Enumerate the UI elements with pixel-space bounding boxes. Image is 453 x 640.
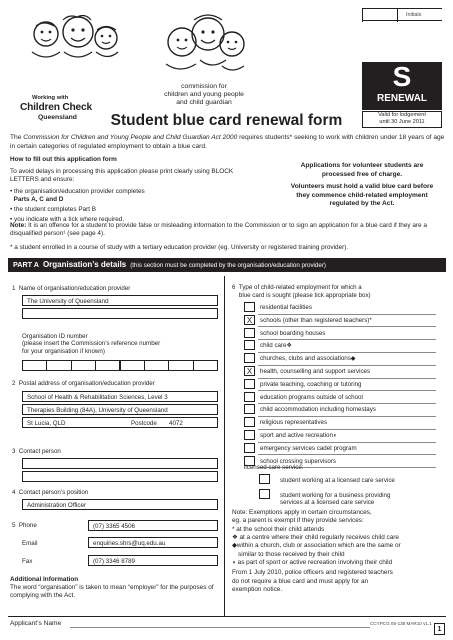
exempt-fn-3b: similar to those received by their child (238, 550, 345, 558)
part-a-label: PART A (13, 260, 39, 269)
q6-option-checkbox[interactable] (244, 417, 255, 427)
q6-option-checkbox[interactable] (244, 430, 255, 440)
q6-option-checkbox[interactable]: X (244, 366, 255, 376)
org-id-label: Organisation ID number (please insert the Commission’s reference number for your organisation if known) (22, 333, 161, 355)
q6-option-separator (258, 352, 436, 353)
q6-option-separator (258, 314, 436, 315)
q6-option-label: residential facilities (260, 304, 312, 311)
email-field[interactable]: enquiries.shrs@uq.edu.au (88, 537, 218, 548)
q6-option-separator (258, 442, 436, 443)
page-number: 1 (434, 623, 445, 635)
exempt-fn-2: ❖ at a centre where their child regularly receives child care (232, 533, 399, 541)
org-name-field-2[interactable] (22, 308, 218, 319)
logo-brand-line2: Children Check (20, 102, 92, 113)
form-code: CCYPCG 05-138 MAR10 v1.1 (370, 621, 432, 626)
commission-logo (160, 14, 250, 84)
licensed-opt-1-label: student working at a licensed care service (280, 477, 395, 484)
how-to-heading: How to fill out this application form (10, 156, 117, 163)
q6-option-label: private teaching, coaching or tutoring (260, 380, 362, 388)
q6-option-separator (258, 365, 436, 366)
q6-option-checkbox[interactable] (244, 328, 255, 338)
q2-label: 2 Postal address of organisation/education provider (12, 380, 155, 387)
commission-faces-icon (160, 14, 250, 82)
badge-word: RENEWAL (377, 93, 427, 104)
exempt-line-2: eg. a parent is exempt if they provide services: (232, 517, 364, 525)
how-to-bullet-3: • you indicate with a tick where required. (10, 216, 125, 224)
intro-pre: The (10, 134, 24, 141)
applicant-name-label: Applicant’s Name (10, 620, 62, 627)
q6-option-separator (258, 378, 436, 379)
badge-letter: S (392, 61, 412, 92)
licensed-care-label: licensed care service: (244, 464, 304, 471)
q6-option-label: religious representatives (260, 419, 328, 427)
logo-brand-line1: Working with (32, 95, 69, 101)
police-line-2: do not require a blue card and must apply for an (232, 577, 369, 585)
additional-info-heading: Additional Information (10, 576, 79, 583)
q6-option-checkbox[interactable]: X (244, 315, 255, 325)
q4-label: 4 Contact person’s position (12, 489, 89, 496)
contact-person-field-2[interactable] (22, 471, 218, 482)
org-id-boxes[interactable] (22, 360, 218, 371)
phone-field[interactable]: (07) 3365 4506 (88, 520, 218, 531)
contact-position-field[interactable]: Administration Officer (22, 499, 218, 510)
initials-box[interactable] (362, 8, 442, 21)
agency-line-1: commission for (181, 83, 227, 90)
q6-option-separator (258, 326, 436, 327)
address-line-1[interactable]: School of Health & Rehabilitation Sciences, Level 3 (22, 391, 218, 402)
fax-label: Fax (22, 558, 33, 565)
q6-option-label: churches, clubs and associations◆ (260, 355, 356, 363)
note-label: Note: (10, 222, 27, 229)
q6-option-checkbox[interactable] (244, 443, 255, 453)
student-footnote: * a student enrolled in a course of study with a tertiary education provider (eg. University or registered training provider). (10, 244, 349, 251)
q6-option-label: sport and active recreation◖ (260, 432, 337, 439)
q6-option-separator (258, 339, 436, 340)
q6-option-label: emergency services cadet program (260, 444, 357, 452)
exempt-fn-3a: ◆within a church, club or association which are the same or (232, 542, 401, 550)
initials-label: Initials (406, 12, 422, 18)
intro-post: requires students* seeking to work with children under 18 years of age in certain categories of regulated employment to obtain a blue card. (10, 134, 445, 150)
valid-line-1: Valid for lodgement (378, 112, 426, 118)
licensed-opt-2-label: student working for a business providing services at a licensed care service (280, 492, 391, 507)
postcode-value: 4072 (169, 420, 183, 427)
q6-option-label: school crossing supervisors (260, 457, 336, 465)
how-to-bullet-1: • the organisation/education provider completes Parts A, C and D (10, 187, 145, 203)
offence-note (10, 222, 446, 238)
q6-option-label: child care❖ (260, 342, 293, 350)
licensed-opt-2-checkbox[interactable] (259, 489, 270, 499)
q6-label: 6 Type of child-related employment for which a blue card is sought (please tick appropriate box) (232, 284, 371, 299)
exemption-notes (232, 509, 446, 594)
exempt-fn-4: ◖ as part of sport or active recreation involving their child (232, 558, 393, 566)
q6-option-label: health, counselling and support services (260, 368, 371, 375)
q1-label: 1 Name of organisation/education provider (12, 285, 131, 292)
column-divider (224, 276, 225, 616)
q6-option-label: child accommodation including homestays (260, 406, 376, 414)
additional-info-text: The word “organisation” is taken to mean “employer” for the purposes of complying with the Act. (10, 584, 214, 600)
valid-line-2: until 30 June 2011 (379, 119, 425, 126)
q6-option-separator (258, 390, 436, 391)
fax-field[interactable]: (07) 3346 8789 (88, 555, 218, 566)
how-to-lead: To avoid delays in processing this application please print clearly using BLOCK LETTERS and ensure: (10, 168, 234, 184)
footer-rule (8, 616, 446, 617)
q6-option-checkbox[interactable] (244, 340, 255, 350)
volunteer-notice (286, 162, 438, 209)
exempt-fn-1: * at the school their child attends (232, 525, 325, 533)
contact-person-field[interactable] (22, 458, 218, 469)
exempt-line-1: Note: Exemptions apply in certain circumstances, (232, 509, 372, 516)
volunteer-line-1: Applications for volunteer students are processed free of charge. (300, 162, 424, 178)
address-line-3[interactable]: St Lucia, QLD Postcode 4072 (22, 417, 218, 428)
agency-name (144, 83, 264, 106)
q6-option-label: school boarding houses (260, 329, 326, 337)
page-title: Student blue card renewal form (110, 112, 343, 129)
q6-option-separator (258, 429, 436, 430)
applicant-name-field[interactable] (70, 627, 370, 628)
intro-text (10, 134, 446, 151)
note-text: It is an offence for a student to provide false or misleading information to the Commission or to sign an application for a blue card if they are a disqualified person¹ (see page 4). (10, 222, 427, 238)
agency-line-3: and child guardian (176, 98, 232, 106)
licensed-opt-1-checkbox[interactable] (259, 474, 270, 484)
address-line-2[interactable]: Therapies Building (84A), University of Queensland (22, 404, 218, 415)
q6-option-separator (258, 454, 436, 455)
q6-option-separator (258, 416, 436, 417)
q3-label: 3 Contact person (12, 448, 61, 455)
renewal-badge (362, 62, 442, 110)
how-to-section (10, 156, 240, 224)
part-a-title: Organisation’s details (42, 260, 127, 269)
how-to-bullet-2: • the student completes Part B (10, 205, 97, 213)
q6-option-checkbox[interactable] (244, 392, 255, 402)
part-a-subtitle: (this section must be completed by the organisation/education provider) (130, 262, 326, 269)
agency-line-2: children and young people (164, 90, 244, 98)
part-a-header (8, 258, 446, 272)
postcode-label: Postcode (131, 420, 157, 427)
volunteer-line-2: Volunteers must hold a valid blue card before they commence child-related employment regulated by the Act. (290, 183, 434, 208)
logo-brand-line3: Queensland (38, 114, 77, 121)
police-line-1: From 1 July 2010, police officers and registered teachers (232, 569, 393, 577)
email-label: Email (22, 540, 38, 547)
q6-option-label: education programs outside of school (260, 393, 363, 401)
wwcc-logo (18, 12, 128, 127)
q6-option-checkbox[interactable] (244, 302, 255, 312)
q6-option-checkbox[interactable] (244, 353, 255, 363)
q6-option-checkbox[interactable] (244, 404, 255, 414)
children-logo-icon (18, 12, 128, 92)
org-name-field[interactable]: The University of Queensland (22, 295, 218, 306)
q6-option-separator (258, 403, 436, 404)
police-line-3: exemption notice. (232, 585, 283, 593)
intro-act-name: Commission for Children and Young People and Child Guardian Act 2000 (23, 134, 238, 141)
q6-option-label: schools (other than registered teachers)* (260, 316, 372, 324)
q6-option-checkbox[interactable] (244, 379, 255, 389)
q5-phone-label: 5 Phone (12, 522, 37, 529)
